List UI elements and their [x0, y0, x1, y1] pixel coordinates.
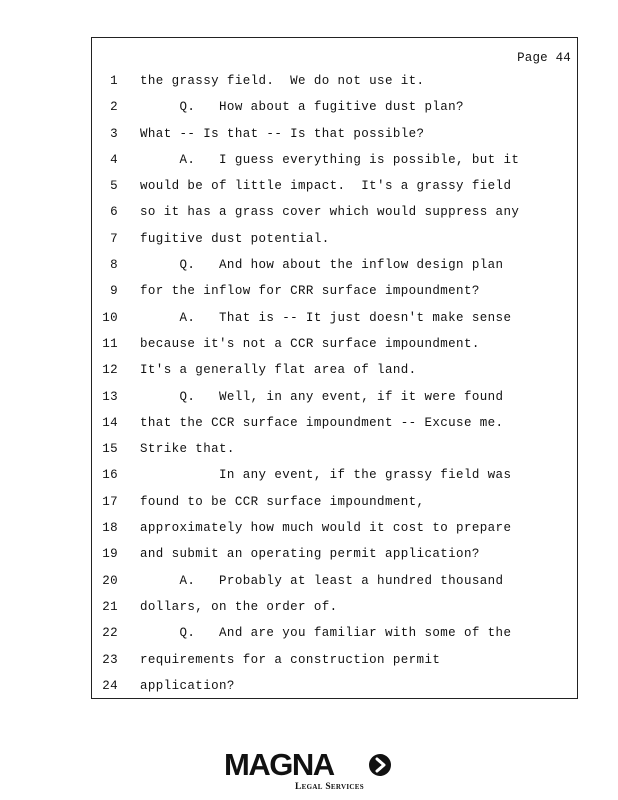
transcript-line: [92, 305, 577, 331]
transcript-page: [91, 37, 578, 699]
line-number: 19: [102, 547, 118, 562]
transcript-line: [92, 173, 577, 199]
logo-word: MAGNA: [224, 747, 334, 782]
transcript-line: [92, 199, 577, 225]
transcript-line: [92, 357, 577, 383]
line-number: 10: [102, 310, 118, 325]
transcript-line: [92, 384, 577, 410]
transcript-line: [92, 278, 577, 304]
line-number: 21: [102, 599, 118, 614]
line-number: 18: [102, 521, 118, 536]
page-number: Page 44: [517, 51, 571, 65]
line-number: 7: [110, 231, 118, 246]
line-number: 2: [110, 100, 118, 115]
line-text: dollars, on the order of.: [140, 599, 338, 614]
line-text: that the CCR surface impoundment -- Excuse me.: [140, 415, 504, 430]
magna-logo: [224, 748, 396, 792]
line-text: approximately how much would it cost to prepare: [140, 521, 512, 536]
line-text: would be of little impact. It's a grassy field: [140, 179, 512, 194]
line-text: In any event, if the grassy field was: [140, 468, 512, 483]
line-text: It's a generally flat area of land.: [140, 363, 417, 378]
line-number: 12: [102, 363, 118, 378]
line-number: 16: [102, 468, 118, 483]
transcript-line: [92, 410, 577, 436]
line-text: Strike that.: [140, 442, 235, 457]
transcript-line: [92, 620, 577, 646]
line-text: for the inflow for CRR surface impoundment?: [140, 284, 480, 299]
line-number: 9: [110, 284, 118, 299]
transcript-line: [92, 462, 577, 488]
transcript-line: [92, 541, 577, 567]
line-number: 23: [102, 652, 118, 667]
line-text: Q. How about a fugitive dust plan?: [140, 100, 464, 115]
line-text: A. Probably at least a hundred thousand: [140, 573, 504, 588]
transcript-line: [92, 331, 577, 357]
logo-subtitle: Legal Services: [295, 782, 364, 792]
line-text: and submit an operating permit application?: [140, 547, 480, 562]
line-text: A. That is -- It just doesn't make sense: [140, 310, 512, 325]
line-number: 4: [110, 152, 118, 167]
transcript-line: [92, 568, 577, 594]
line-text: because it's not a CCR surface impoundment.: [140, 336, 480, 351]
line-text: so it has a grass cover which would suppress any: [140, 205, 520, 220]
line-number: 24: [102, 678, 118, 693]
line-text: Q. Well, in any event, if it were found: [140, 389, 504, 404]
transcript-line: [92, 489, 577, 515]
line-number: 15: [102, 442, 118, 457]
transcript-line: [92, 515, 577, 541]
line-number: 20: [102, 573, 118, 588]
line-text: What -- Is that -- Is that possible?: [140, 126, 425, 141]
transcript-line: [92, 436, 577, 462]
right-arrow-circle-icon: [368, 753, 392, 777]
transcript-lines: [92, 68, 577, 699]
line-number: 1: [110, 74, 118, 88]
line-text: found to be CCR surface impoundment,: [140, 494, 425, 509]
line-text: Q. And how about the inflow design plan: [140, 258, 504, 273]
line-text: the grassy field. We do not use it.: [140, 74, 425, 88]
line-text: requirements for a construction permit: [140, 652, 441, 667]
line-number: 17: [102, 494, 118, 509]
transcript-line: [92, 647, 577, 673]
line-number: 14: [102, 415, 118, 430]
transcript-line: [92, 252, 577, 278]
transcript-line: [92, 121, 577, 147]
transcript-line: [92, 226, 577, 252]
line-text: fugitive dust potential.: [140, 231, 330, 246]
transcript-line: [92, 68, 577, 94]
line-number: 13: [102, 389, 118, 404]
transcript-line: [92, 673, 577, 699]
line-text: application?: [140, 678, 235, 693]
line-number: 22: [102, 626, 118, 641]
line-text: A. I guess everything is possible, but it: [140, 152, 520, 167]
line-number: 3: [110, 126, 118, 141]
transcript-line: [92, 147, 577, 173]
line-number: 11: [102, 336, 118, 351]
line-number: 8: [110, 258, 118, 273]
line-text: Q. And are you familiar with some of the: [140, 626, 512, 641]
transcript-line: [92, 594, 577, 620]
transcript-line: [92, 94, 577, 120]
line-number: 5: [110, 179, 118, 194]
line-number: 6: [110, 205, 118, 220]
